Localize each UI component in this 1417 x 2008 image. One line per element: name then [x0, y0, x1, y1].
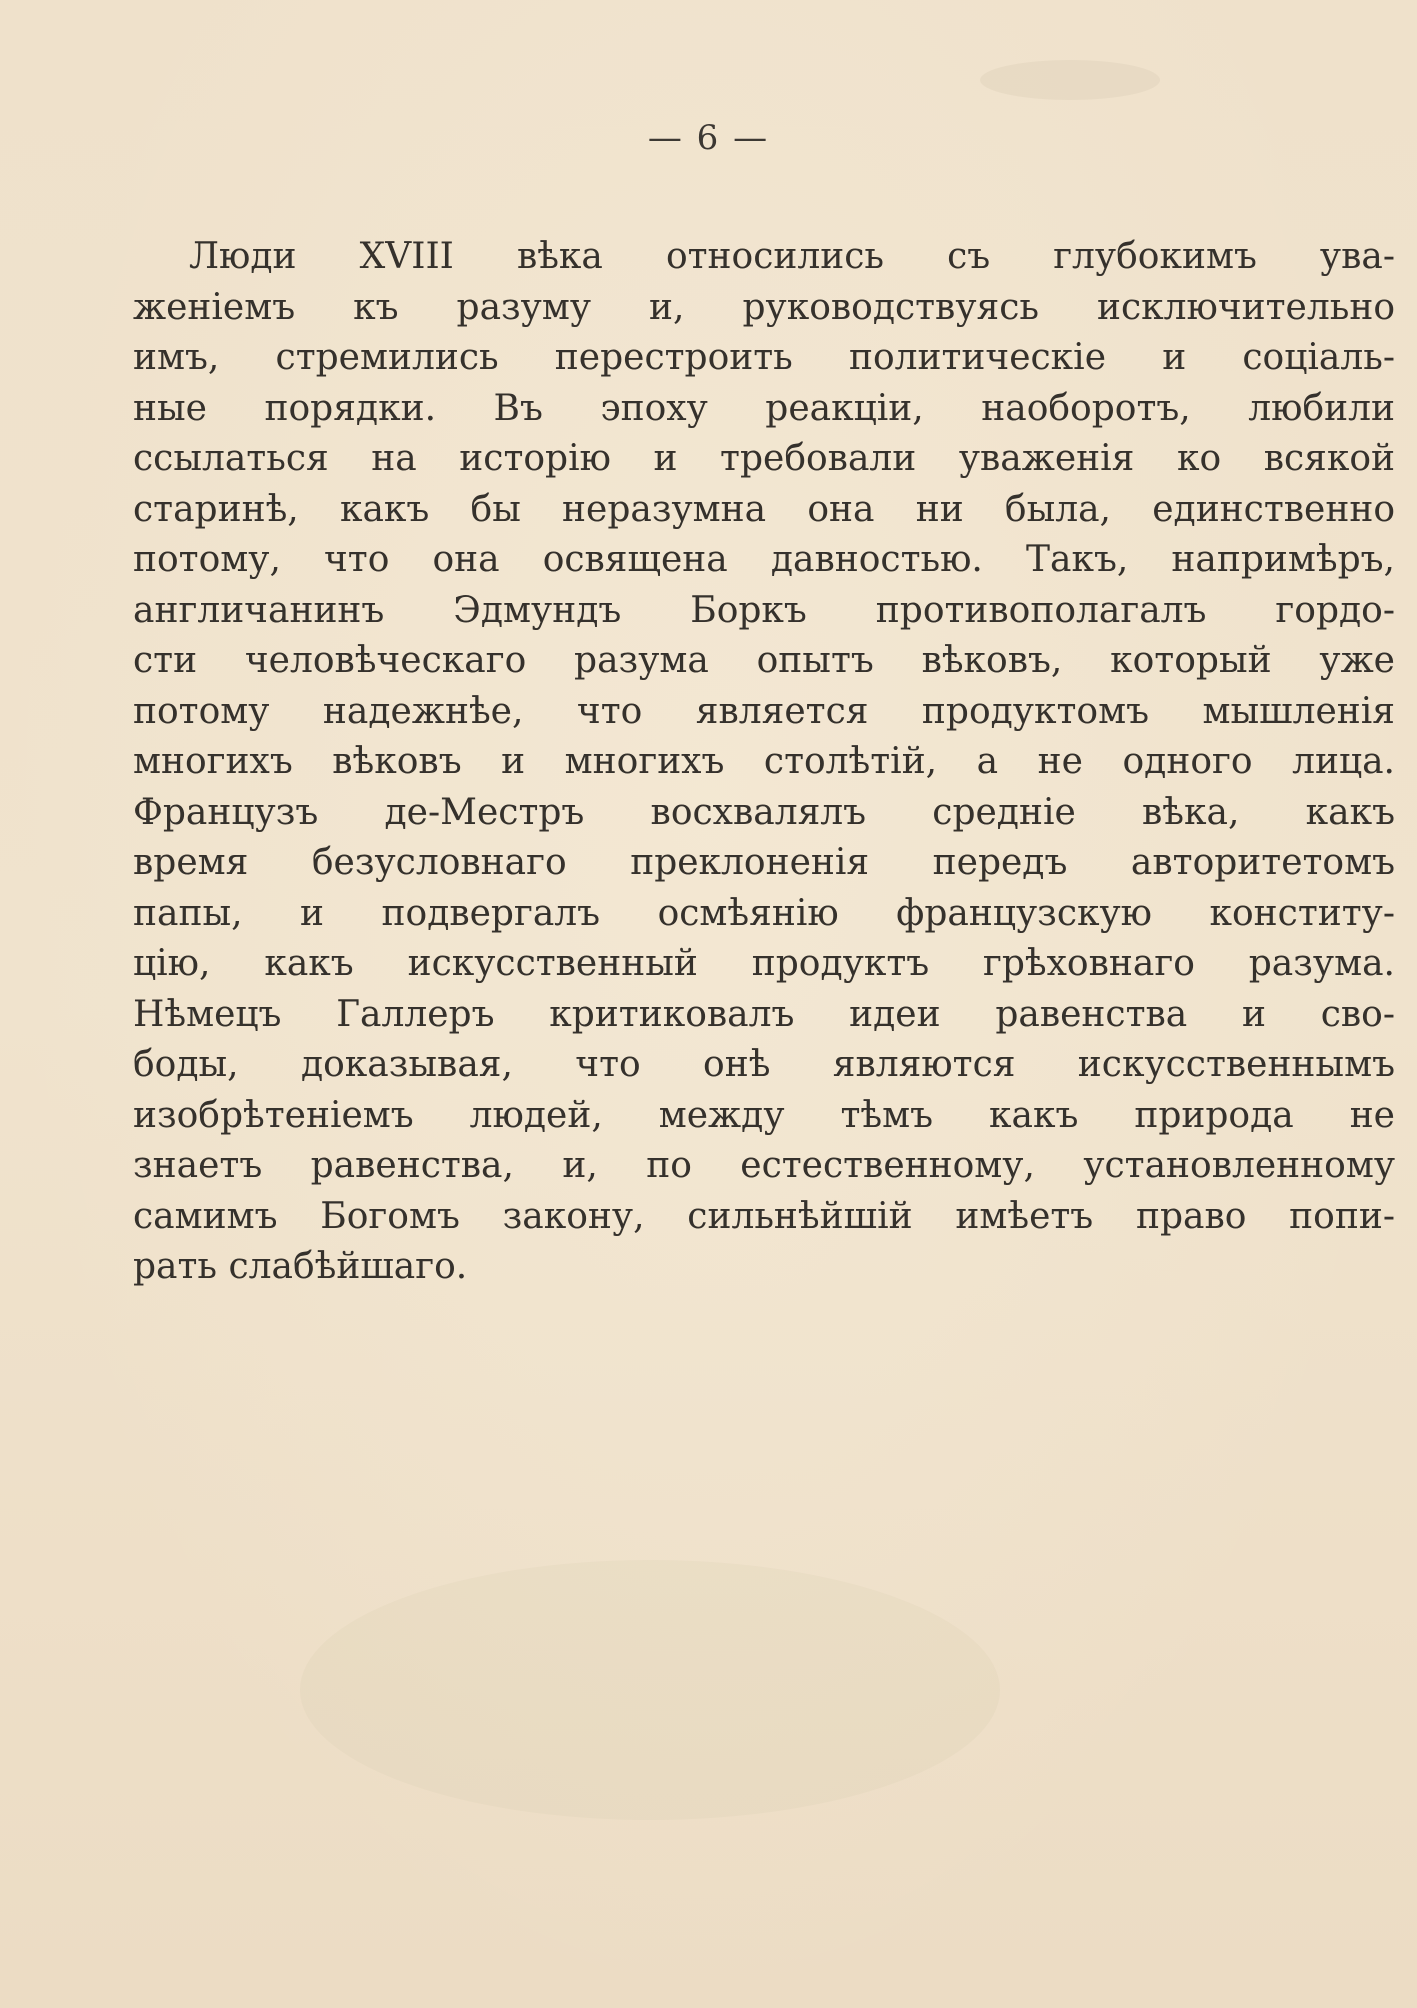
text-line: изобрѣтеніемъ людей, между тѣмъ какъ природа не	[133, 1094, 1395, 1136]
text-line: имъ, стремились перестроить политическіе и соціаль-	[133, 337, 1395, 378]
paper-stain	[980, 60, 1160, 100]
paragraph	[133, 232, 1395, 1293]
text-line: ссылаться на исторію и требовали уваженія ко всякой	[133, 438, 1395, 479]
text-line: сти человѣческаго разума опытъ вѣковъ, который уже	[133, 640, 1395, 681]
text-line: потому, что она освящена давностью. Такъ, напримѣръ,	[133, 539, 1395, 580]
text-line: боды, доказывая, что онѣ являются искусственнымъ	[133, 1044, 1395, 1085]
text-line: рать слабѣйшаго.	[133, 1246, 468, 1287]
text-line: Нѣмецъ Галлеръ критиковалъ идеи равенства и сво-	[133, 993, 1395, 1035]
page-number: — 6 —	[647, 118, 770, 158]
text-line: потому надежнѣе, что является продуктомъ мышленія	[133, 690, 1395, 732]
text-line: многихъ вѣковъ и многихъ столѣтій, а не одного лица.	[133, 741, 1395, 782]
text-line: женіемъ къ разуму и, руководствуясь исключительно	[133, 286, 1395, 328]
text-line: время безусловнаго преклоненія передъ авторитетомъ	[133, 842, 1395, 883]
text-line: знаетъ равенства, и, по естественному, установленному	[133, 1145, 1395, 1186]
paper-stain	[300, 1560, 1000, 1820]
text-line: англичанинъ Эдмундъ Боркъ противополагалъ гордо-	[133, 589, 1395, 631]
text-line: ные порядки. Въ эпоху реакціи, наоборотъ, любили	[133, 387, 1395, 429]
text-line: Французъ де-Местръ восхвалялъ средніе вѣка, какъ	[133, 791, 1395, 833]
text-line: старинѣ, какъ бы неразумна она ни была, единственно	[133, 488, 1395, 530]
text-line: самимъ Богомъ закону, сильнѣйшій имѣетъ право попи-	[133, 1195, 1395, 1237]
text-line: Люди XVIII вѣка относились съ глубокимъ ува-	[189, 236, 1395, 277]
text-line: цію, какъ искусственный продуктъ грѣховнаго разума.	[133, 943, 1395, 984]
text-line: папы, и подвергалъ осмѣянію французскую конститу-	[133, 892, 1395, 934]
